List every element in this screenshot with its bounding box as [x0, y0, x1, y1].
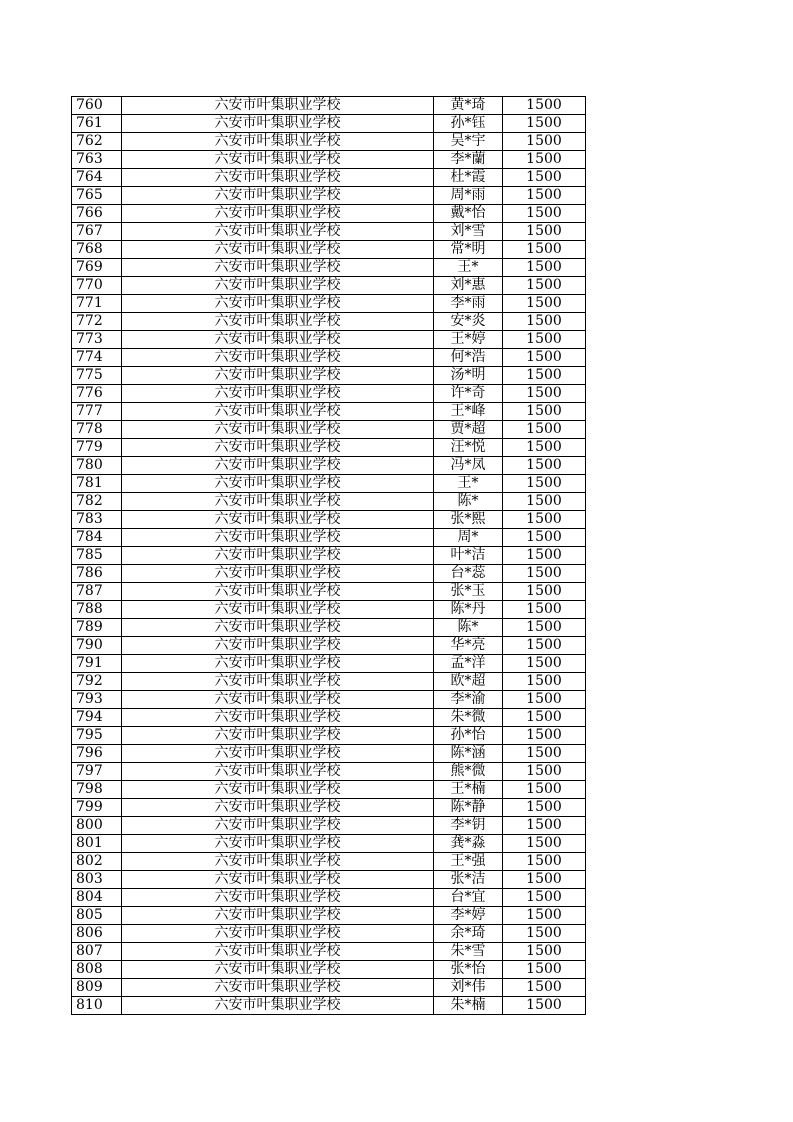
table-row: [72, 637, 586, 655]
table-row: [72, 565, 586, 583]
row-number-cell: 782: [72, 493, 122, 511]
amount-cell: 1500: [503, 493, 586, 511]
school-cell: 六安市叶集职业学校: [122, 655, 434, 673]
amount-cell: 1500: [503, 151, 586, 169]
amount-cell: 1500: [503, 745, 586, 763]
school-cell: 六安市叶集职业学校: [122, 565, 434, 583]
amount-cell: 1500: [503, 835, 586, 853]
table-row: [72, 367, 586, 385]
row-number-cell: 799: [72, 799, 122, 817]
student-name-cell: 龚*淼: [434, 835, 503, 853]
row-number-cell: 770: [72, 277, 122, 295]
student-name-cell: 熊*微: [434, 763, 503, 781]
school-cell: 六安市叶集职业学校: [122, 997, 434, 1015]
amount-cell: 1500: [503, 223, 586, 241]
student-name-cell: 常*明: [434, 241, 503, 259]
table-row: [72, 853, 586, 871]
table-row: [72, 961, 586, 979]
row-number-cell: 807: [72, 943, 122, 961]
amount-cell: 1500: [503, 241, 586, 259]
row-number-cell: 800: [72, 817, 122, 835]
row-number-cell: 794: [72, 709, 122, 727]
amount-cell: 1500: [503, 115, 586, 133]
amount-cell: 1500: [503, 943, 586, 961]
student-name-cell: 汪*悦: [434, 439, 503, 457]
amount-cell: 1500: [503, 259, 586, 277]
table-row: [72, 475, 586, 493]
amount-cell: 1500: [503, 601, 586, 619]
student-name-cell: 刘*伟: [434, 979, 503, 997]
school-cell: 六安市叶集职业学校: [122, 529, 434, 547]
table-row: [72, 457, 586, 475]
student-name-cell: 何*浩: [434, 349, 503, 367]
row-number-cell: 808: [72, 961, 122, 979]
table-row: [72, 421, 586, 439]
amount-cell: 1500: [503, 367, 586, 385]
row-number-cell: 777: [72, 403, 122, 421]
amount-cell: 1500: [503, 169, 586, 187]
row-number-cell: 781: [72, 475, 122, 493]
row-number-cell: 784: [72, 529, 122, 547]
amount-cell: 1500: [503, 187, 586, 205]
row-number-cell: 776: [72, 385, 122, 403]
table-row: [72, 439, 586, 457]
school-cell: 六安市叶集职业学校: [122, 277, 434, 295]
school-cell: 六安市叶集职业学校: [122, 709, 434, 727]
student-name-cell: 吴*宇: [434, 133, 503, 151]
amount-cell: 1500: [503, 997, 586, 1015]
data-table: [71, 96, 586, 1015]
student-name-cell: 余*琦: [434, 925, 503, 943]
table-row: [72, 655, 586, 673]
row-number-cell: 797: [72, 763, 122, 781]
school-cell: 六安市叶集职业学校: [122, 313, 434, 331]
student-name-cell: 周*雨: [434, 187, 503, 205]
amount-cell: 1500: [503, 547, 586, 565]
table-row: [72, 781, 586, 799]
table-body: [72, 97, 586, 1015]
amount-cell: 1500: [503, 817, 586, 835]
student-name-cell: 台*宜: [434, 889, 503, 907]
amount-cell: 1500: [503, 961, 586, 979]
student-name-cell: 冯*凤: [434, 457, 503, 475]
table-row: [72, 403, 586, 421]
school-cell: 六安市叶集职业学校: [122, 781, 434, 799]
table-row: [72, 187, 586, 205]
school-cell: 六安市叶集职业学校: [122, 457, 434, 475]
table-row: [72, 169, 586, 187]
school-cell: 六安市叶集职业学校: [122, 205, 434, 223]
amount-cell: 1500: [503, 277, 586, 295]
table-row: [72, 493, 586, 511]
student-name-cell: 孙*怡: [434, 727, 503, 745]
student-name-cell: 王*楠: [434, 781, 503, 799]
row-number-cell: 806: [72, 925, 122, 943]
school-cell: 六安市叶集职业学校: [122, 925, 434, 943]
amount-cell: 1500: [503, 781, 586, 799]
amount-cell: 1500: [503, 853, 586, 871]
school-cell: 六安市叶集职业学校: [122, 385, 434, 403]
school-cell: 六安市叶集职业学校: [122, 835, 434, 853]
amount-cell: 1500: [503, 691, 586, 709]
table-row: [72, 223, 586, 241]
table-row: [72, 673, 586, 691]
school-cell: 六安市叶集职业学校: [122, 439, 434, 457]
student-name-cell: 孙*钰: [434, 115, 503, 133]
student-name-cell: 朱*楠: [434, 997, 503, 1015]
row-number-cell: 760: [72, 97, 122, 115]
amount-cell: 1500: [503, 565, 586, 583]
amount-cell: 1500: [503, 475, 586, 493]
row-number-cell: 768: [72, 241, 122, 259]
school-cell: 六安市叶集职业学校: [122, 817, 434, 835]
table-row: [72, 331, 586, 349]
school-cell: 六安市叶集职业学校: [122, 691, 434, 709]
table-row: [72, 709, 586, 727]
amount-cell: 1500: [503, 871, 586, 889]
amount-cell: 1500: [503, 889, 586, 907]
table-row: [72, 115, 586, 133]
school-cell: 六安市叶集职业学校: [122, 853, 434, 871]
table-row: [72, 889, 586, 907]
student-name-cell: 李*婷: [434, 907, 503, 925]
row-number-cell: 785: [72, 547, 122, 565]
amount-cell: 1500: [503, 295, 586, 313]
amount-cell: 1500: [503, 385, 586, 403]
student-name-cell: 王*: [434, 475, 503, 493]
row-number-cell: 809: [72, 979, 122, 997]
amount-cell: 1500: [503, 583, 586, 601]
table-row: [72, 817, 586, 835]
student-name-cell: 陈*: [434, 493, 503, 511]
amount-cell: 1500: [503, 763, 586, 781]
row-number-cell: 801: [72, 835, 122, 853]
row-number-cell: 796: [72, 745, 122, 763]
amount-cell: 1500: [503, 457, 586, 475]
school-cell: 六安市叶集职业学校: [122, 979, 434, 997]
school-cell: 六安市叶集职业学校: [122, 349, 434, 367]
school-cell: 六安市叶集职业学校: [122, 187, 434, 205]
school-cell: 六安市叶集职业学校: [122, 961, 434, 979]
student-name-cell: 黄*琦: [434, 97, 503, 115]
student-name-cell: 许*奇: [434, 385, 503, 403]
table-row: [72, 727, 586, 745]
student-name-cell: 孟*洋: [434, 655, 503, 673]
amount-cell: 1500: [503, 709, 586, 727]
table-row: [72, 979, 586, 997]
school-cell: 六安市叶集职业学校: [122, 637, 434, 655]
student-name-cell: 张*洁: [434, 871, 503, 889]
row-number-cell: 786: [72, 565, 122, 583]
student-name-cell: 张*熙: [434, 511, 503, 529]
student-name-cell: 李*钥: [434, 817, 503, 835]
row-number-cell: 788: [72, 601, 122, 619]
table-row: [72, 205, 586, 223]
student-name-cell: 陈*丹: [434, 601, 503, 619]
school-cell: 六安市叶集职业学校: [122, 619, 434, 637]
school-cell: 六安市叶集职业学校: [122, 547, 434, 565]
table-row: [72, 601, 586, 619]
student-name-cell: 陈*: [434, 619, 503, 637]
school-cell: 六安市叶集职业学校: [122, 295, 434, 313]
amount-cell: 1500: [503, 511, 586, 529]
amount-cell: 1500: [503, 637, 586, 655]
student-name-cell: 王*强: [434, 853, 503, 871]
amount-cell: 1500: [503, 907, 586, 925]
row-number-cell: 789: [72, 619, 122, 637]
student-name-cell: 王*婷: [434, 331, 503, 349]
school-cell: 六安市叶集职业学校: [122, 133, 434, 151]
row-number-cell: 765: [72, 187, 122, 205]
row-number-cell: 790: [72, 637, 122, 655]
amount-cell: 1500: [503, 673, 586, 691]
school-cell: 六安市叶集职业学校: [122, 763, 434, 781]
row-number-cell: 772: [72, 313, 122, 331]
school-cell: 六安市叶集职业学校: [122, 493, 434, 511]
student-name-cell: 戴*怡: [434, 205, 503, 223]
student-name-cell: 汤*明: [434, 367, 503, 385]
table-row: [72, 241, 586, 259]
school-cell: 六安市叶集职业学校: [122, 511, 434, 529]
amount-cell: 1500: [503, 205, 586, 223]
school-cell: 六安市叶集职业学校: [122, 403, 434, 421]
row-number-cell: 778: [72, 421, 122, 439]
row-number-cell: 804: [72, 889, 122, 907]
amount-cell: 1500: [503, 799, 586, 817]
table-row: [72, 871, 586, 889]
student-name-cell: 朱*微: [434, 709, 503, 727]
school-cell: 六安市叶集职业学校: [122, 115, 434, 133]
row-number-cell: 775: [72, 367, 122, 385]
table-row: [72, 943, 586, 961]
amount-cell: 1500: [503, 727, 586, 745]
table-row: [72, 619, 586, 637]
student-name-cell: 周*: [434, 529, 503, 547]
table-row: [72, 691, 586, 709]
school-cell: 六安市叶集职业学校: [122, 151, 434, 169]
school-cell: 六安市叶集职业学校: [122, 583, 434, 601]
table-row: [72, 295, 586, 313]
student-name-cell: 张*怡: [434, 961, 503, 979]
student-name-cell: 李*雨: [434, 295, 503, 313]
row-number-cell: 783: [72, 511, 122, 529]
school-cell: 六安市叶集职业学校: [122, 331, 434, 349]
amount-cell: 1500: [503, 979, 586, 997]
row-number-cell: 793: [72, 691, 122, 709]
amount-cell: 1500: [503, 619, 586, 637]
row-number-cell: 803: [72, 871, 122, 889]
school-cell: 六安市叶集职业学校: [122, 421, 434, 439]
school-cell: 六安市叶集职业学校: [122, 601, 434, 619]
row-number-cell: 798: [72, 781, 122, 799]
school-cell: 六安市叶集职业学校: [122, 475, 434, 493]
school-cell: 六安市叶集职业学校: [122, 169, 434, 187]
table-row: [72, 997, 586, 1015]
row-number-cell: 773: [72, 331, 122, 349]
school-cell: 六安市叶集职业学校: [122, 907, 434, 925]
table-row: [72, 511, 586, 529]
amount-cell: 1500: [503, 655, 586, 673]
amount-cell: 1500: [503, 439, 586, 457]
amount-cell: 1500: [503, 133, 586, 151]
table-row: [72, 799, 586, 817]
row-number-cell: 769: [72, 259, 122, 277]
table-row: [72, 313, 586, 331]
student-name-cell: 李*蘭: [434, 151, 503, 169]
school-cell: 六安市叶集职业学校: [122, 727, 434, 745]
amount-cell: 1500: [503, 421, 586, 439]
student-name-cell: 李*渝: [434, 691, 503, 709]
row-number-cell: 791: [72, 655, 122, 673]
amount-cell: 1500: [503, 925, 586, 943]
amount-cell: 1500: [503, 97, 586, 115]
row-number-cell: 795: [72, 727, 122, 745]
school-cell: 六安市叶集职业学校: [122, 889, 434, 907]
row-number-cell: 779: [72, 439, 122, 457]
school-cell: 六安市叶集职业学校: [122, 241, 434, 259]
table-row: [72, 151, 586, 169]
amount-cell: 1500: [503, 529, 586, 547]
table-row: [72, 835, 586, 853]
school-cell: 六安市叶集职业学校: [122, 97, 434, 115]
student-name-cell: 陈*涵: [434, 745, 503, 763]
row-number-cell: 792: [72, 673, 122, 691]
row-number-cell: 761: [72, 115, 122, 133]
student-name-cell: 欧*超: [434, 673, 503, 691]
student-name-cell: 贾*超: [434, 421, 503, 439]
school-cell: 六安市叶集职业学校: [122, 259, 434, 277]
table-row: [72, 133, 586, 151]
school-cell: 六安市叶集职业学校: [122, 943, 434, 961]
school-cell: 六安市叶集职业学校: [122, 673, 434, 691]
table-row: [72, 97, 586, 115]
student-name-cell: 台*蕊: [434, 565, 503, 583]
row-number-cell: 787: [72, 583, 122, 601]
table-row: [72, 277, 586, 295]
table-row: [72, 349, 586, 367]
student-name-cell: 刘*惠: [434, 277, 503, 295]
row-number-cell: 764: [72, 169, 122, 187]
school-cell: 六安市叶集职业学校: [122, 799, 434, 817]
table-row: [72, 547, 586, 565]
table-row: [72, 529, 586, 547]
student-name-cell: 朱*雪: [434, 943, 503, 961]
student-name-cell: 华*亮: [434, 637, 503, 655]
row-number-cell: 766: [72, 205, 122, 223]
row-number-cell: 780: [72, 457, 122, 475]
student-name-cell: 王*峰: [434, 403, 503, 421]
table-row: [72, 259, 586, 277]
row-number-cell: 802: [72, 853, 122, 871]
table-row: [72, 385, 586, 403]
row-number-cell: 810: [72, 997, 122, 1015]
school-cell: 六安市叶集职业学校: [122, 871, 434, 889]
row-number-cell: 774: [72, 349, 122, 367]
student-name-cell: 张*玉: [434, 583, 503, 601]
student-name-cell: 王*: [434, 259, 503, 277]
amount-cell: 1500: [503, 331, 586, 349]
row-number-cell: 763: [72, 151, 122, 169]
table-row: [72, 925, 586, 943]
student-name-cell: 刘*雪: [434, 223, 503, 241]
row-number-cell: 767: [72, 223, 122, 241]
amount-cell: 1500: [503, 349, 586, 367]
amount-cell: 1500: [503, 313, 586, 331]
school-cell: 六安市叶集职业学校: [122, 745, 434, 763]
row-number-cell: 771: [72, 295, 122, 313]
school-cell: 六安市叶集职业学校: [122, 223, 434, 241]
row-number-cell: 805: [72, 907, 122, 925]
student-name-cell: 陈*静: [434, 799, 503, 817]
amount-cell: 1500: [503, 403, 586, 421]
student-name-cell: 安*炎: [434, 313, 503, 331]
student-name-cell: 杜*霞: [434, 169, 503, 187]
table-row: [72, 745, 586, 763]
row-number-cell: 762: [72, 133, 122, 151]
student-name-cell: 叶*洁: [434, 547, 503, 565]
table-row: [72, 763, 586, 781]
table-row: [72, 583, 586, 601]
school-cell: 六安市叶集职业学校: [122, 367, 434, 385]
table-row: [72, 907, 586, 925]
